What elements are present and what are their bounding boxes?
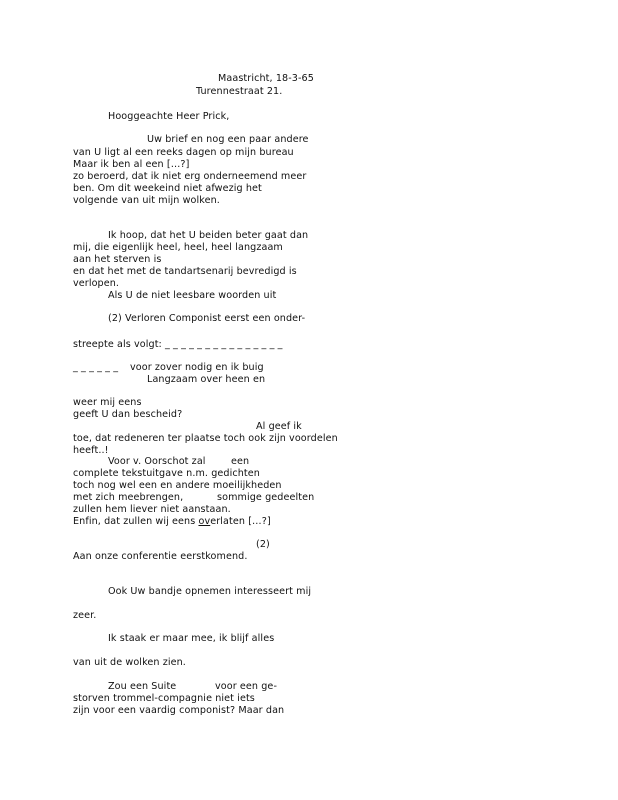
text-line: Ik staak er maar mee, ik blijf alles	[108, 633, 275, 644]
text-line: zullen hem liever niet aanstaan.	[73, 504, 231, 515]
text-line: Aan onze conferentie eerstkomend.	[73, 551, 248, 562]
dash-line: _ _ _ _ _ _	[73, 362, 119, 373]
text-line: ben. Om dit weekeind niet afwezig het	[73, 183, 262, 194]
letter-date: Maastricht, 18-3-65	[218, 73, 314, 84]
text-line: streepte als volgt:	[73, 339, 162, 350]
text-line: toe, dat redeneren ter plaatse toch ook zijn voordelen	[73, 433, 338, 444]
text-line: mij, die eigenlijk heel, heel, heel langzaam	[73, 242, 283, 253]
text-line: Maar ik ben al een […?]	[73, 159, 190, 170]
text-line: aan het sterven is	[73, 254, 162, 265]
text-line: toch nog wel een en andere moeilijkheden	[73, 480, 282, 491]
text-line: verlopen.	[73, 278, 120, 289]
text-line: weer mij eens	[73, 397, 142, 408]
text-line: Langzaam over heen en	[147, 374, 266, 385]
text-line: zo beroerd, dat ik niet erg onderneemend meer	[73, 171, 307, 182]
text-line: geeft U dan bescheid?	[73, 409, 183, 420]
text-line: storven trommel-compagnie niet iets	[73, 693, 255, 704]
text-line: heeft..!	[73, 445, 109, 456]
text-line: Al geef ik	[256, 421, 302, 432]
text-line: van U ligt al een reeks dagen op mijn bureau	[73, 147, 294, 158]
text-line: volgende van uit mijn wolken.	[73, 195, 220, 206]
text-line: zijn voor een vaardig componist? Maar dan	[73, 705, 285, 716]
text-line: complete tekstuitgave n.m. gedichten	[73, 468, 260, 479]
text-line: met zich meebrengen,	[73, 492, 184, 503]
text-line: en dat het met de tandartsenarij bevredigd is	[73, 266, 297, 277]
text-line: zeer.	[73, 610, 97, 621]
underlined-text: ov	[198, 516, 211, 527]
text-line: Ik hoop, dat het U beiden beter gaat dan	[108, 230, 309, 241]
letter-address: Turennestraat 21.	[196, 86, 283, 97]
text-line: Als U de niet leesbare woorden uit	[108, 290, 277, 301]
text-line: Voor v. Oorschot zal	[108, 456, 206, 467]
text-line: sommige gedeelten	[217, 492, 315, 503]
footnote-marker: (2)	[256, 539, 270, 550]
text-line: Zou een Suite	[108, 681, 177, 692]
text-line: van uit de wolken zien.	[73, 657, 186, 668]
text-line: voor een ge-	[215, 681, 277, 692]
letter-salutation: Hooggeachte Heer Prick,	[108, 111, 230, 122]
dash-line: _ _ _ _ _ _ _ _ _ _ _ _ _ _ _	[165, 339, 283, 350]
text-run: Enfin, dat zullen wij eens	[73, 516, 199, 527]
text-line: een	[231, 456, 250, 467]
text-line-underlined	[73, 516, 271, 528]
text-line: Ook Uw bandje opnemen interesseert mij	[108, 586, 312, 597]
text-run: erlaten […?]	[210, 516, 271, 527]
text-line: Uw brief en nog een paar andere	[147, 134, 309, 145]
text-line: (2) Verloren Componist eerst een onder-	[108, 313, 306, 324]
text-line: voor zover nodig en ik buig	[130, 362, 264, 373]
